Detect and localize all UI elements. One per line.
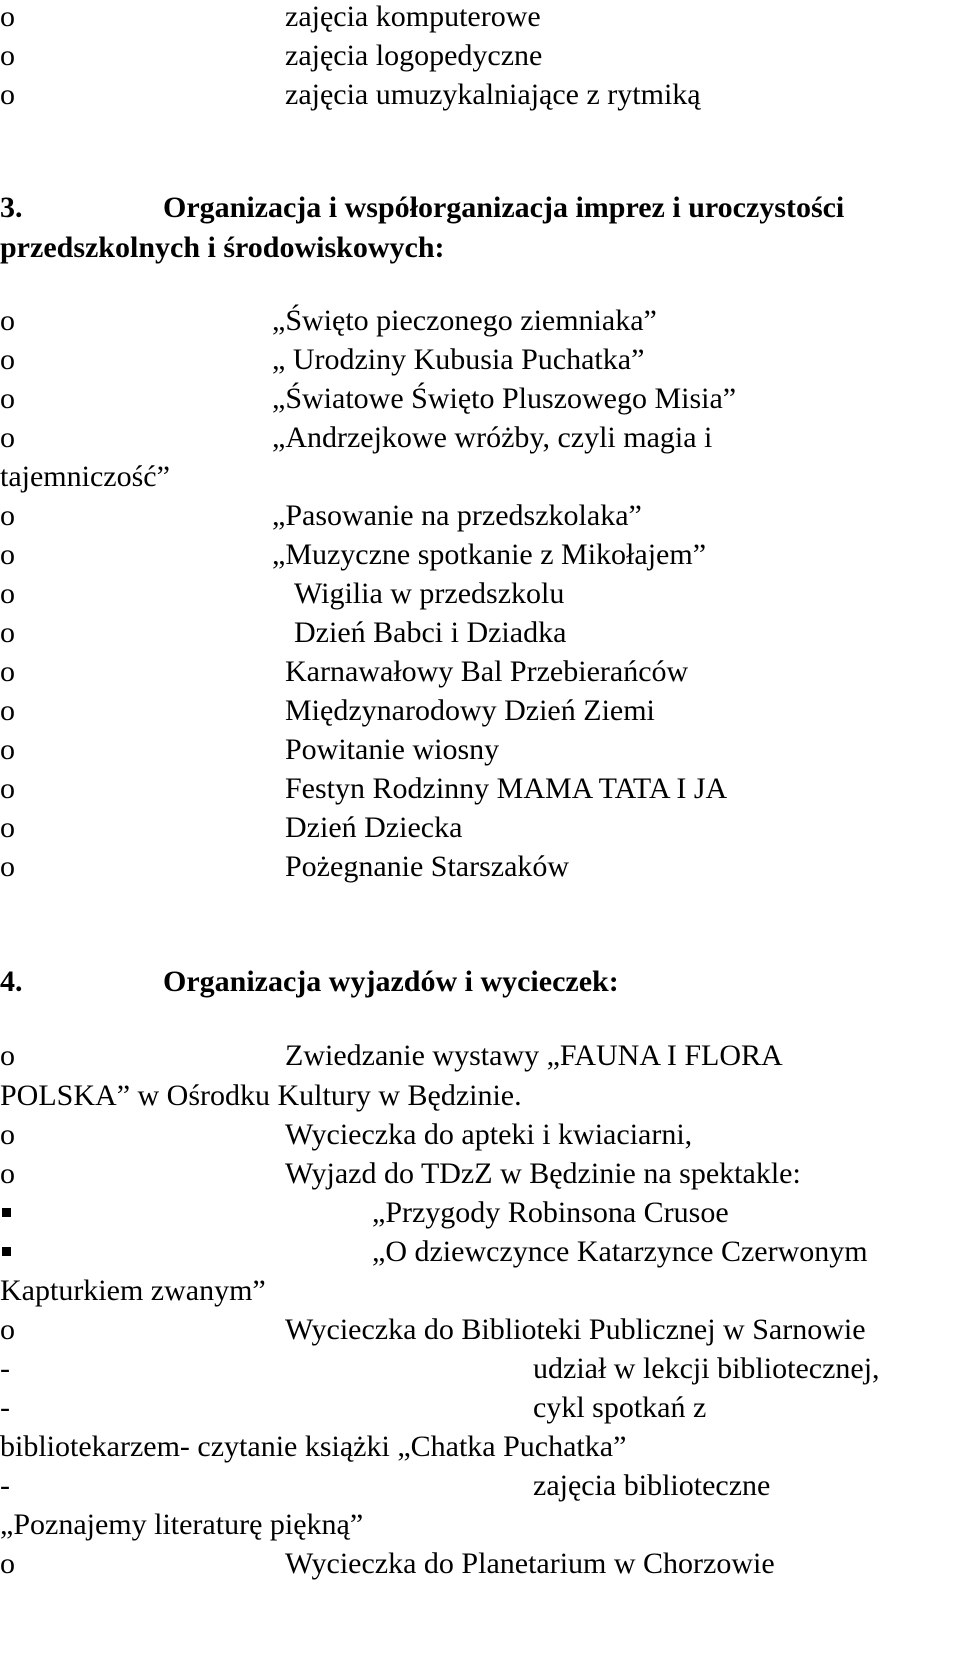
bullet-marker: o (0, 772, 15, 805)
bullet-marker: o (0, 811, 15, 844)
list-item: „Święto pieczonego ziemniaka” (272, 304, 657, 337)
list-item: Pożegnanie Starszaków (285, 850, 570, 883)
bullet-marker: o (0, 1547, 15, 1580)
bullet-marker: o (0, 421, 15, 454)
list-item: Wyjazd do TDzZ w Będzinie na spektakle: (285, 1157, 801, 1190)
list-item: „ Urodziny Kubusia Puchatka” (272, 343, 645, 376)
list-item: Festyn Rodzinny MAMA TATA I JA (285, 772, 728, 805)
bullet-marker: o (0, 304, 15, 337)
list-item: Zwiedzanie wystawy „FAUNA I FLORA (285, 1039, 783, 1072)
dash-item-text: zajęcia biblioteczne (533, 1469, 771, 1502)
list-item-text: zajęcia umuzykalniające z rytmiką (285, 78, 701, 111)
bullet-marker: o (0, 78, 15, 111)
sub-list-item-continuation: Kapturkiem zwanym” (0, 1274, 266, 1307)
list-item-text: zajęcia komputerowe (285, 0, 541, 33)
bullet-marker: o (0, 616, 15, 649)
bullet-marker: o (0, 343, 15, 376)
bullet-marker: o (0, 0, 15, 33)
section-number: 3. (0, 191, 23, 224)
list-item: Międzynarodowy Dzień Ziemi (285, 694, 655, 727)
list-item: Wycieczka do Planetarium w Chorzowie (285, 1547, 775, 1580)
list-item-text: zajęcia logopedyczne (285, 39, 543, 72)
list-item: Wycieczka do apteki i kwiaciarni, (285, 1118, 693, 1151)
section-title: Organizacja wyjazdów i wycieczek: (163, 965, 619, 998)
sub-list-item-text: „O dziewczynce Katarzynce Czerwonym (372, 1235, 868, 1268)
list-item: Wycieczka do Biblioteki Publicznej w Sarnowie (285, 1313, 866, 1346)
bullet-marker: o (0, 1313, 15, 1346)
bullet-marker: o (0, 382, 15, 415)
dash-marker: - (0, 1391, 10, 1424)
section-title: Organizacja i współorganizacja imprez i uroczystości (163, 191, 845, 224)
bullet-marker: o (0, 538, 15, 571)
list-item-continuation: POLSKA” w Ośrodku Kultury w Będzinie. (0, 1079, 522, 1112)
list-item-continuation: tajemniczość” (0, 460, 170, 493)
list-item: Powitanie wiosny (285, 733, 500, 766)
section-title-continuation: przedszkolnych i środowiskowych: (0, 231, 445, 264)
list-item: Wigilia w przedszkolu (294, 577, 565, 610)
bullet-marker: o (0, 733, 15, 766)
dash-item-text: cykl spotkań z (533, 1391, 707, 1424)
dash-marker: - (0, 1352, 10, 1385)
list-item: „Światowe Święto Pluszowego Misia” (272, 382, 737, 415)
list-item: Dzień Babci i Dziadka (294, 616, 567, 649)
bullet-marker: o (0, 850, 15, 883)
bullet-marker: o (0, 499, 15, 532)
dash-marker: - (0, 1469, 10, 1502)
sub-list-item-text: „Przygody Robinsona Crusoe (372, 1196, 729, 1229)
list-item: „Muzyczne spotkanie z Mikołajem” (272, 538, 707, 571)
dash-item-continuation: bibliotekarzem- czytanie książki „Chatka Puchatka” (0, 1430, 627, 1463)
bullet-marker: o (0, 694, 15, 727)
bullet-marker: o (0, 1039, 15, 1072)
bullet-marker: o (0, 39, 15, 72)
bullet-marker: o (0, 1157, 15, 1190)
list-item: Karnawałowy Bal Przebierańców (285, 655, 689, 688)
square-bullet-icon (2, 1208, 11, 1217)
bullet-marker: o (0, 577, 15, 610)
list-item: „Pasowanie na przedszkolaka” (272, 499, 642, 532)
section-number: 4. (0, 965, 23, 998)
bullet-marker: o (0, 655, 15, 688)
square-bullet-icon (2, 1247, 11, 1256)
dash-item-continuation: „Poznajemy literaturę piękną” (0, 1508, 364, 1541)
bullet-marker: o (0, 1118, 15, 1151)
list-item: „Andrzejkowe wróżby, czyli magia i (272, 421, 713, 454)
list-item: Dzień Dziecka (285, 811, 463, 844)
dash-item-text: udział w lekcji bibliotecznej, (533, 1352, 880, 1385)
